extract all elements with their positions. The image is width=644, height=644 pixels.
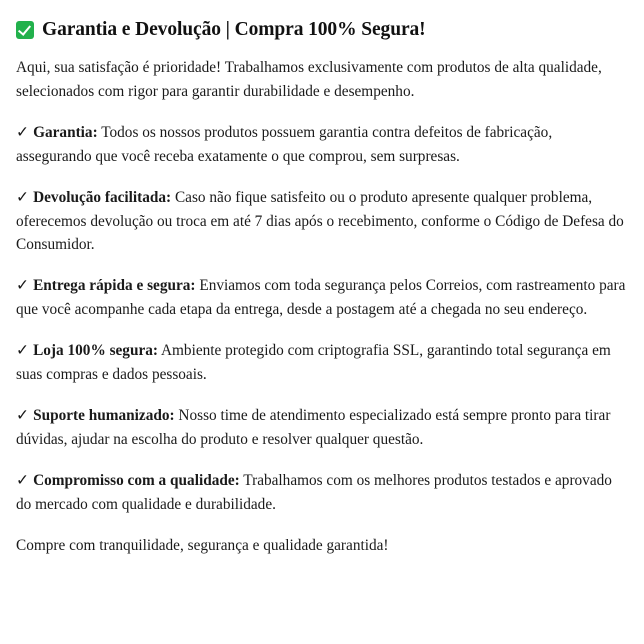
list-item	[16, 274, 626, 321]
green-check-box-icon	[16, 21, 34, 39]
closing-paragraph: Compre com tranquilidade, segurança e qualidade garantida!	[16, 536, 389, 554]
check-mark-icon: ✓	[16, 123, 30, 141]
list-item-label: Suporte humanizado:	[33, 406, 175, 424]
list-item-label: Devolução facilitada:	[33, 188, 172, 206]
list-item	[16, 121, 626, 168]
list-item-text: Caso não fique satisfeito ou o produto apresente qualquer problema, oferecemos devolução ou troca em até 7 dias após o recebimento, conforme o Código de Defesa do Consumidor.	[16, 188, 624, 253]
list-item-label: Entrega rápida e segura:	[33, 277, 196, 294]
list-item	[16, 186, 626, 256]
list-item-text: Enviamos com toda segurança pelos Correios, com rastreamento para que você acompanhe cada etapa da entrega, desde a postagem até a chegada no seu endereço.	[16, 277, 626, 318]
check-mark-icon: ✓	[16, 471, 30, 489]
list-item-label: Garantia:	[33, 123, 98, 141]
list-item-text: Todos os nossos produtos possuem garantia contra defeitos de fabricação, assegurando que você receba exatamente o que comprou, sem surpresas.	[16, 123, 553, 165]
list-item	[16, 469, 626, 516]
list-item-text: Ambiente protegido com criptografia SSL, garantindo total segurança em suas compras e dados pessoais.	[16, 341, 611, 383]
page-title: Garantia e Devolução | Compra 100% Segura!	[42, 19, 426, 40]
list-item-label: Loja 100% segura:	[33, 341, 158, 359]
list-item-text: Trabalhamos com os melhores produtos testados e aprovado do mercado com qualidade e durabilidade.	[16, 471, 612, 513]
list-item	[16, 339, 626, 386]
list-item-text: Nosso time de atendimento especializado está sempre pronto para tirar dúvidas, ajudar na escolha do produto e resolver qualquer questão.	[16, 406, 611, 448]
check-mark-icon: ✓	[16, 406, 30, 424]
check-mark-icon: ✓	[16, 277, 30, 294]
check-mark-icon: ✓	[16, 341, 30, 359]
list-item	[16, 404, 626, 451]
intro-paragraph: Aqui, sua satisfação é prioridade! Trabalhamos exclusivamente com produtos de alta qualidade, selecionados com rigor para garantir durabilidade e desempenho.	[16, 59, 602, 100]
document-title-row	[16, 18, 626, 42]
list-item-label: Compromisso com a qualidade:	[33, 471, 240, 489]
check-mark-icon: ✓	[16, 188, 30, 206]
